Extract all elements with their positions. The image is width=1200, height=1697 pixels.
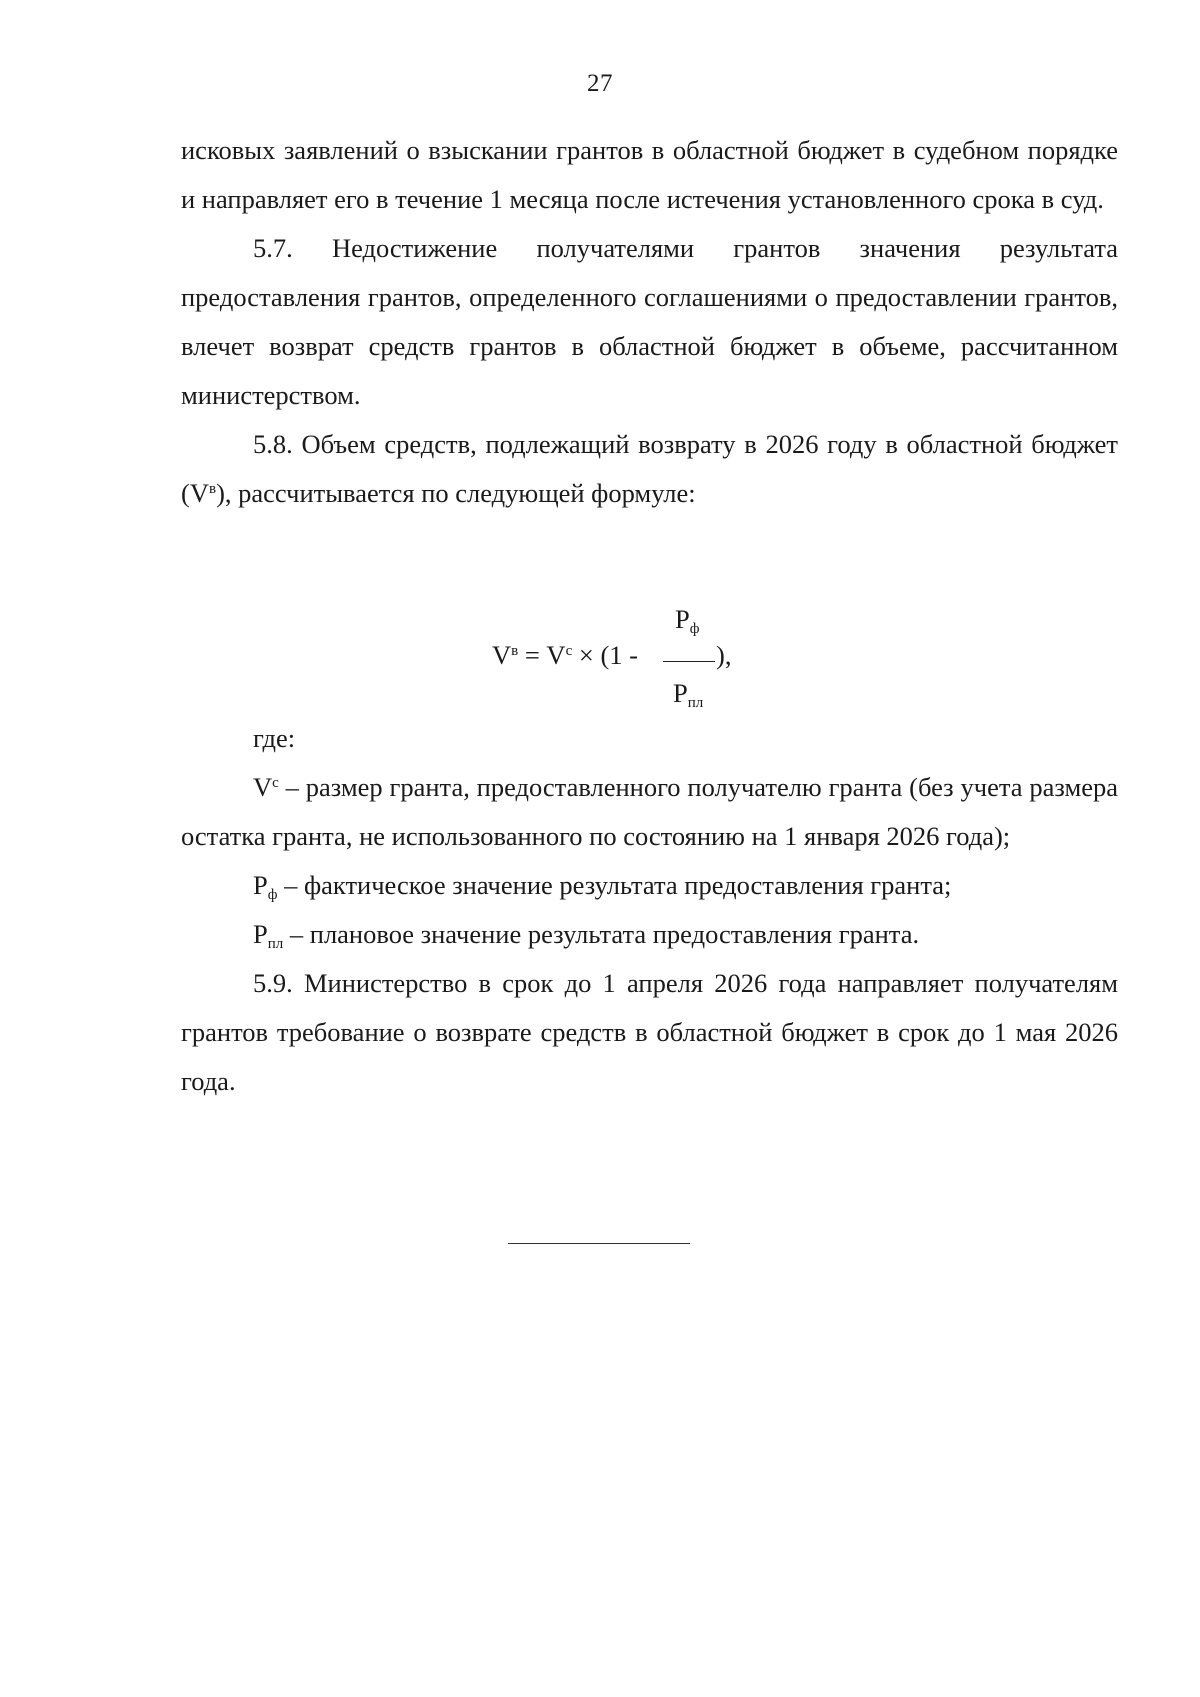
definition-vc-superscript: с [272,775,279,791]
definition-ppl-symbol: P [253,919,268,949]
formula-numerator [675,604,699,635]
formula-times-open: × (1 - [572,640,638,670]
definition-ppl-subscript: пл [267,936,284,952]
paragraph-5-8-superscript: в [208,481,217,497]
formula-denominator-subscript: пл [687,695,704,711]
definition-vc [181,763,1118,861]
page-number: 27 [587,70,613,97]
definition-vc-text: – размер гранта, предоставленного получателю гранта (без учета размера остатка гранта, не использованного по состоянию на 1 января 2026 года); [181,772,1118,851]
paragraph-5-7: 5.7. Недостижение получателями грантов значения результата предоставления грантов, определенного соглашениями о предоставлении грантов, влечет возврат средств грантов в областной бюджет в объеме, рассчитанном министерством. [181,233,1118,410]
formula-equals-v: = V [518,640,566,670]
definition-vc-symbol: V [253,772,273,802]
end-divider [508,1243,690,1244]
formula-denominator [673,678,703,709]
where-label: где: [253,723,296,753]
formula-left-side [492,640,638,671]
paragraph-5-8-text-b: ), рассчитывается по следующей формуле: [216,478,696,508]
definition-ppl-text: – плановое значение результата предоставления гранта. [283,919,920,949]
formula-close: ), [716,640,732,670]
formula-numerator-subscript: ф [689,621,700,637]
formula [480,604,780,714]
paragraph-5-9: 5.9. Министерство в срок до 1 апреля 2026 года направляет получателям грантов требование о возврате средств в областной бюджет в срок до 1 мая 2026 года. [181,968,1118,1096]
definition-pf-subscript: ф [267,887,278,903]
paragraph-5-8 [181,420,1118,518]
definition-pf-text: – фактическое значение результата предоставления гранта; [277,870,952,900]
paragraph-continuation: исковых заявлений о взыскании грантов в областной бюджет в судебном порядке и направляет его в течение 1 месяца после истечения установленного срока в суд. [181,135,1118,214]
formula-v: V [492,640,512,670]
formula-denominator-symbol: P [673,678,688,708]
formula-vc-superscript: с [565,643,573,659]
definition-pf-symbol: P [253,870,268,900]
formula-fraction-bar [663,661,715,662]
formula-v-superscript: в [511,643,519,659]
definition-pf [181,861,1118,910]
paragraph-5-8-text-a: 5.8. Объем средств, подлежащий возврату в 2026 году в областной бюджет (V [181,429,1118,508]
formula-numerator-symbol: P [675,604,690,634]
definition-ppl [181,910,1118,959]
